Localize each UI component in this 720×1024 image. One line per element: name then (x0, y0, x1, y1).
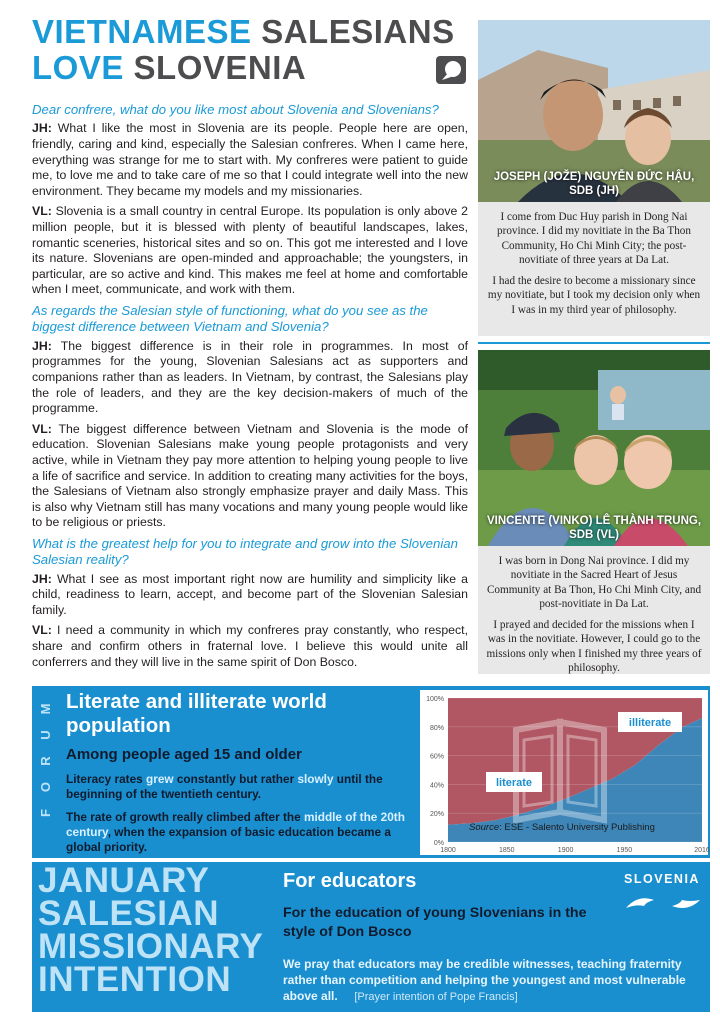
x-tick-label: 1900 (557, 847, 574, 854)
speaker-label: VL: (32, 421, 52, 436)
forum-letter: M (38, 703, 53, 715)
x-tick-label: 2016 (694, 847, 710, 854)
y-tick-label: 100% (426, 696, 444, 703)
bio-paragraph: I prayed and decided for the missions when I was in the novitiate. However, I could go to the missions only when I finished my three years of philosophy. (486, 619, 702, 675)
speaker-label: JH: (32, 121, 52, 136)
title-word: VIETNAMESE (32, 13, 252, 50)
illiterate-series-label: illiterate (628, 717, 672, 729)
speaker-label: VL: (32, 204, 52, 219)
answer-text: What I like the most in Slovenia are its people. People here are open, friendly, caring and kind, especially the Salesian confreres. When I came here, everything was strange for me to start with. My confreres were patient to guide me, to love me and to take care of me so that I could integrate well into the new environment. They became my models and my missionaries. (32, 121, 468, 198)
forum-letter: U (38, 730, 53, 740)
y-tick-label: 40% (429, 782, 444, 790)
answer-text: The biggest difference is in their role in programmes. In most of programmes for the young, Slovenian Salesians act as supporters and companions rather than as leaders. In Vietnam, by contrast, the Salesians play the role of leaders, and they are the key decision-makers of much of the programme. (32, 338, 468, 416)
highlight-text: middle of the 20th century (66, 810, 405, 839)
answer-text: The biggest difference between Vietnam and Slovenia is the mode of education. Slovenian Salesians make young people protagonists and very active, while in Vietnam they pay more attention to helping young people to live a life of sacrifice and service. In addition to creating many activities for the boys, the Salesians of Vietnam also strongly emphasize prayer and daily Mass. This is also why Vietnam still has many vocations and many young people would like to be religious or priests. (32, 421, 468, 530)
intention-banner (38, 861, 264, 999)
title-word: LOVE (32, 49, 124, 86)
answer (32, 422, 468, 531)
hands-logo-icon (624, 892, 702, 914)
caption-code: SDB (JH) (569, 185, 619, 197)
chart-source: Source: ESE - Salento University Publishing (469, 822, 655, 833)
page-title (32, 14, 472, 86)
question: What is the greatest help for you to integrate and grow into the Slovenian Salesian reality? (32, 535, 458, 568)
forum-vertical-label (38, 696, 54, 826)
title-word: SALESIANS (261, 13, 455, 50)
interview-article (32, 102, 468, 675)
photo-caption (478, 514, 710, 542)
intention-heading: For educators (283, 870, 417, 892)
forum-paragraph (66, 772, 406, 802)
answer (32, 204, 468, 298)
photo-vincente (478, 350, 710, 546)
intention-banner-line: INTENTION (38, 960, 232, 999)
speaker-label: JH: (32, 338, 52, 353)
chart-canvas (420, 690, 708, 855)
answer-text: What I see as most important right now are humility and simplicity like a child, readiness to learn, accept, and become part of the Slovenian Salesian family. (32, 571, 468, 617)
photo-joseph (478, 20, 710, 202)
answer (32, 572, 468, 619)
forum-letter: R (38, 756, 53, 766)
answer-text: Slovenia is a small country in central Europe. Its population is only above 2 million people, but it is blessed with plenty of beautiful landscapes, lakes, romantic sceneries, historical sites and so on. This got me interested and I love its nature. Slovenians are open-minded and approachable; the youngsters, in particular, are so active and kind. This makes me feel at home and comfortable when I meet, communicate, and work with them. (32, 204, 469, 297)
intention-text (283, 956, 703, 1005)
question: As regards the Salesian style of functioning, what do you see as the biggest difference between Vietnam and Slovenia? (32, 302, 428, 335)
intention-banner-line: JANUARY (38, 861, 210, 900)
answer-text: I need a community in which my confreres pray constantly, who respect, share and confirm others in fraternal love. I believe this would unite all conferrers and they will live in the same spirit of Don Bosco. (32, 623, 468, 669)
text-run: Literacy rates (66, 772, 147, 786)
answer (32, 623, 468, 670)
literate-series-label: literate (495, 777, 533, 789)
forum-paragraph (66, 810, 406, 855)
y-tick-label: 20% (429, 811, 444, 819)
intention-subheading: For the education of young Slovenians in the style of Don Bosco (283, 905, 587, 940)
highlight-text: slowly (297, 772, 334, 786)
intention-section (32, 862, 710, 1012)
forum-letter: O (38, 781, 53, 793)
text-run: constantly but rather (173, 772, 298, 786)
bio-joseph (478, 202, 710, 336)
intention-banner-line: MISSIONARY (38, 927, 264, 966)
divider (478, 342, 710, 344)
forum-subtitle: Among people aged 15 and older (66, 746, 302, 763)
answer (32, 339, 468, 417)
forum-section (32, 686, 710, 858)
bio-paragraph: I had the desire to become a missionary since my novitiate, but I took my decision only when I was in my third year of philosophy. (487, 275, 701, 316)
intention-prayer: We pray that educators may be credible witnesses, teaching fraternity rather than competition and helping the youngest and most vulnerable above all. (283, 957, 686, 1003)
intention-source: [Prayer intention of Pope Francis] (354, 991, 518, 1003)
x-tick-label: 1950 (616, 847, 633, 854)
literacy-chart (420, 690, 708, 855)
text-run: , when the expansion of basic education became a global priority. (66, 825, 391, 854)
caption-code: SDB (VL) (569, 529, 619, 541)
y-tick-label: 0% (433, 840, 444, 847)
bio-paragraph: I was born in Dong Nai province. I did my novitiate in the Sacred Heart of Jesus Community at Ba Thon, Ho Chi Minh City, and post-novitiate in Da Lat. (486, 555, 702, 610)
y-tick-label: 80% (429, 724, 444, 732)
country-label: SLOVENIA (624, 872, 700, 886)
text-run: until the beginning of the twentieth century. (66, 772, 383, 801)
intention-banner-line: SALESIAN (38, 894, 219, 933)
speaker-label: VL: (32, 623, 52, 638)
speaker-label: JH: (32, 571, 52, 586)
caption-name: JOSEPH (JOŽE) NGUYỄN ĐỨC HẬU, (493, 171, 695, 183)
forum-letter: F (38, 809, 53, 817)
caption-name: VINCENTE (VINKO) LÊ THÀNH TRUNG, (486, 515, 702, 527)
title-word: SLOVENIA (133, 49, 307, 86)
y-tick-label: 60% (429, 753, 444, 761)
highlight-text: grew (146, 772, 174, 786)
bio-paragraph: I come from Duc Huy parish in Dong Nai province. I did my novitiate in the Ba Thon Community, Ho Chi Minh City; the post-novitiate of three years at Da Lat. (497, 211, 691, 266)
question: Dear confrere, what do you like most about Slovenia and Slovenians? (32, 102, 439, 117)
x-tick-label: 1800 (440, 847, 456, 854)
speech-bubble-icon (436, 56, 466, 84)
photo-caption (478, 170, 710, 198)
answer (32, 121, 468, 199)
text-run: The rate of growth really climbed after the (66, 810, 304, 824)
bio-vincente (478, 546, 710, 674)
forum-title: Literate and illiterate world population (66, 690, 327, 737)
x-tick-label: 1850 (499, 847, 515, 854)
